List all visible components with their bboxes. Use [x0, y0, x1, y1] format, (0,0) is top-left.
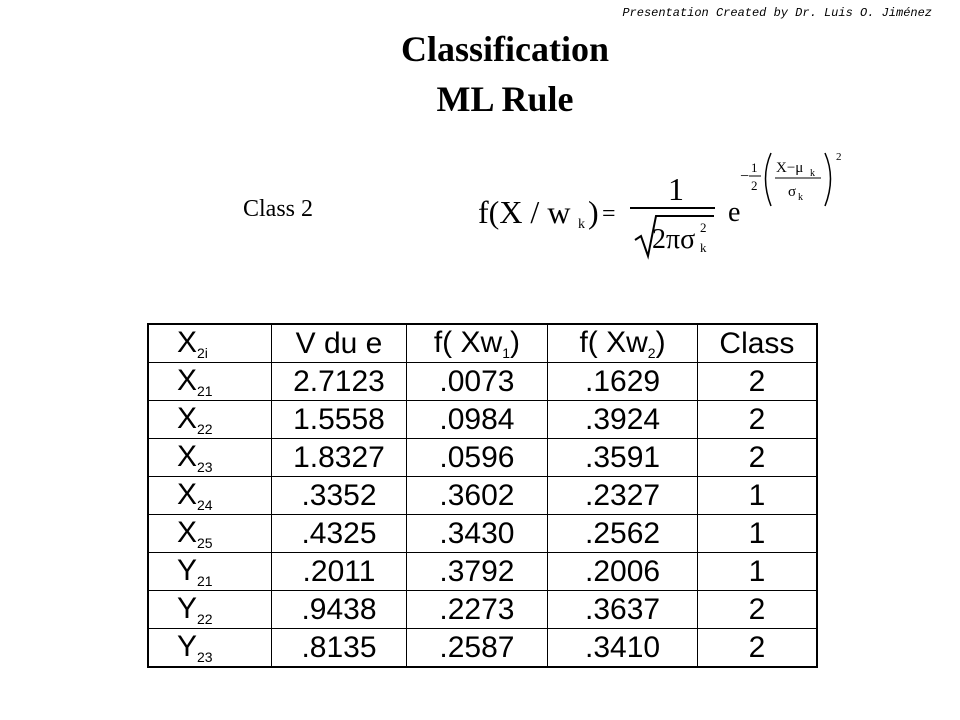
- row-id: $X_{24}$: [148, 477, 272, 515]
- formula-exp-inner-num: X−μ: [776, 160, 804, 176]
- gaussian-formula: [478, 148, 858, 263]
- table-row: [148, 515, 817, 553]
- table-row: [148, 401, 817, 439]
- formula-equals: =: [602, 201, 616, 227]
- row-f2: .3637: [548, 591, 698, 629]
- class-label: Class 2: [243, 196, 314, 222]
- row-f2: .3924: [548, 401, 698, 439]
- formula-exp-inner-num-sub: k: [810, 168, 815, 179]
- row-f1: .0984: [406, 401, 548, 439]
- row-f2: .3591: [548, 439, 698, 477]
- row-f2: .2006: [548, 553, 698, 591]
- table-row: [148, 629, 817, 668]
- formula-lhs: f(X / w: [478, 194, 571, 230]
- row-class: 2: [697, 629, 817, 668]
- classification-table: [147, 323, 818, 668]
- formula-exp-power: 2: [836, 151, 842, 163]
- row-class: 2: [697, 591, 817, 629]
- paren-left: [766, 153, 772, 206]
- formula-exp-den: 2: [751, 178, 758, 193]
- table-row: [148, 477, 817, 515]
- row-f1: .3602: [406, 477, 548, 515]
- table-row: [148, 591, 817, 629]
- row-f1: .3430: [406, 515, 548, 553]
- title-line-2: ML Rule: [436, 79, 574, 119]
- row-f1: .2587: [406, 629, 548, 668]
- row-value: 2.7123: [272, 363, 406, 401]
- formula-base-e: e: [728, 197, 741, 228]
- row-value: .3352: [272, 477, 406, 515]
- row-class: 2: [697, 439, 817, 477]
- formula-lhs-close: ): [588, 194, 599, 230]
- row-id: $Y_{23}$: [148, 629, 272, 668]
- formula-exp-num: 1: [751, 160, 758, 175]
- table-header-row: [148, 324, 817, 363]
- slide-title: [0, 24, 960, 124]
- row-id: $X_{21}$: [148, 363, 272, 401]
- row-class: 1: [697, 477, 817, 515]
- header-cell: f( $Xw_1$): [406, 324, 548, 363]
- row-value: .2011: [272, 553, 406, 591]
- title-line-1: Classification: [400, 29, 609, 69]
- formula-exp-inner-den-sub: k: [798, 192, 803, 203]
- header-cell: V du e: [272, 324, 406, 363]
- row-value: .4325: [272, 515, 406, 553]
- row-f2: .1629: [548, 363, 698, 401]
- row-f1: .3792: [406, 553, 548, 591]
- formula-exp-inner-den: σ: [788, 184, 797, 200]
- formula-numerator: 1: [668, 171, 684, 207]
- header-cell: $X_{2i}$: [148, 324, 272, 363]
- header-cell: Class: [697, 324, 817, 363]
- presentation-credit: Presentation Created by Dr. Luis O. Jiménez: [622, 6, 932, 20]
- row-class: 2: [697, 363, 817, 401]
- formula-denominator-sub: k: [700, 240, 707, 255]
- row-id: $X_{22}$: [148, 401, 272, 439]
- formula-exp-sign: −: [740, 168, 750, 185]
- row-class: 1: [697, 515, 817, 553]
- header-cell: f( $Xw_2$): [548, 324, 698, 363]
- table-row: [148, 363, 817, 401]
- row-f2: .2562: [548, 515, 698, 553]
- formula-denominator-sup: 2: [700, 220, 707, 235]
- row-id: $Y_{21}$: [148, 553, 272, 591]
- row-f1: .0596: [406, 439, 548, 477]
- table-row: [148, 553, 817, 591]
- row-f2: .2327: [548, 477, 698, 515]
- row-id: $X_{23}$: [148, 439, 272, 477]
- row-value: 1.5558: [272, 401, 406, 439]
- row-value: .9438: [272, 591, 406, 629]
- table-row: [148, 439, 817, 477]
- row-f1: .2273: [406, 591, 548, 629]
- row-id: $X_{25}$: [148, 515, 272, 553]
- row-f2: .3410: [548, 629, 698, 668]
- row-class: 2: [697, 401, 817, 439]
- row-value: 1.8327: [272, 439, 406, 477]
- row-f1: .0073: [406, 363, 548, 401]
- row-value: .8135: [272, 629, 406, 668]
- paren-right: [825, 153, 831, 206]
- row-id: $Y_{22}$: [148, 591, 272, 629]
- row-class: 1: [697, 553, 817, 591]
- formula-lhs-sub: k: [578, 217, 585, 232]
- formula-denominator: 2πσ: [652, 224, 696, 255]
